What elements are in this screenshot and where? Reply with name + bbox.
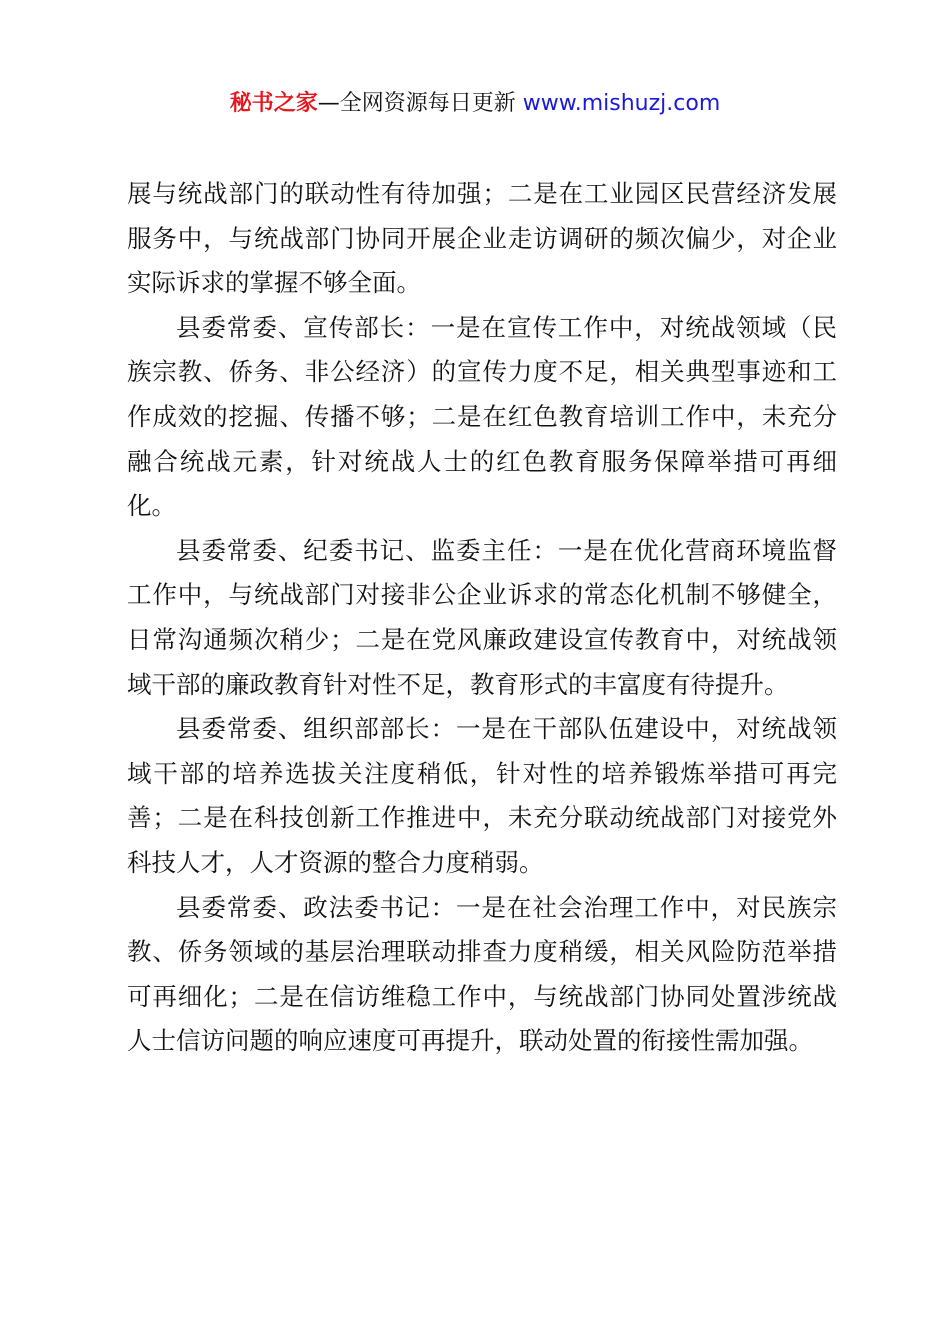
paragraph-discipline: 县委常委、纪委书记、监委主任：一是在优化营商环境监督工作中，与统战部门对接非公企业诉求的常态化机制不够健全，日常沟通频次稍少；二是在党风廉政建设宣传教育中，对统战领域干部的廉政教育针对性不足，教育形式的丰富度有待提升。	[127, 535, 837, 699]
page-header	[0, 86, 950, 122]
header-url-link[interactable]: www.mishuzj.com	[522, 91, 721, 116]
brand-name: 秘书之家	[229, 91, 318, 116]
header-slogan: —全网资源每日更新	[317, 91, 516, 116]
paragraph-continued: 展与统战部门的联动性有待加强；二是在工业园区民营经济发展服务中，与统战部门协同开展企业走访调研的频次偏少，对企业实际诉求的掌握不够全面。	[127, 179, 837, 298]
paragraph-propaganda: 县委常委、宣传部长：一是在宣传工作中，对统战领域（民族宗教、侨务、非公经济）的宣传力度不足，相关典型事迹和工作成效的挖掘、传播不够；二是在红色教育培训工作中，未充分融合统战元素，针对统战人士的红色教育服务保障举措可再细化。	[127, 312, 837, 521]
paragraph-organization: 县委常委、组织部部长：一是在干部队伍建设中，对统战领域干部的培养选拔关注度稍低，针对性的培养锻炼举措可再完善；二是在科技创新工作推进中，未充分联动统战部门对接党外科技人才，人才资源的整合力度稍弱。	[127, 714, 837, 877]
document-body	[127, 172, 837, 1064]
paragraph-political-legal: 县委常委、政法委书记：一是在社会治理工作中，对民族宗教、侨务领域的基层治理联动排查力度稍缓，相关风险防范举措可再细化；二是在信访维稳工作中，与统战部门协同处置涉统战人士信访问题的响应速度可再提升，联动处置的衔接性需加强。	[127, 892, 837, 1056]
